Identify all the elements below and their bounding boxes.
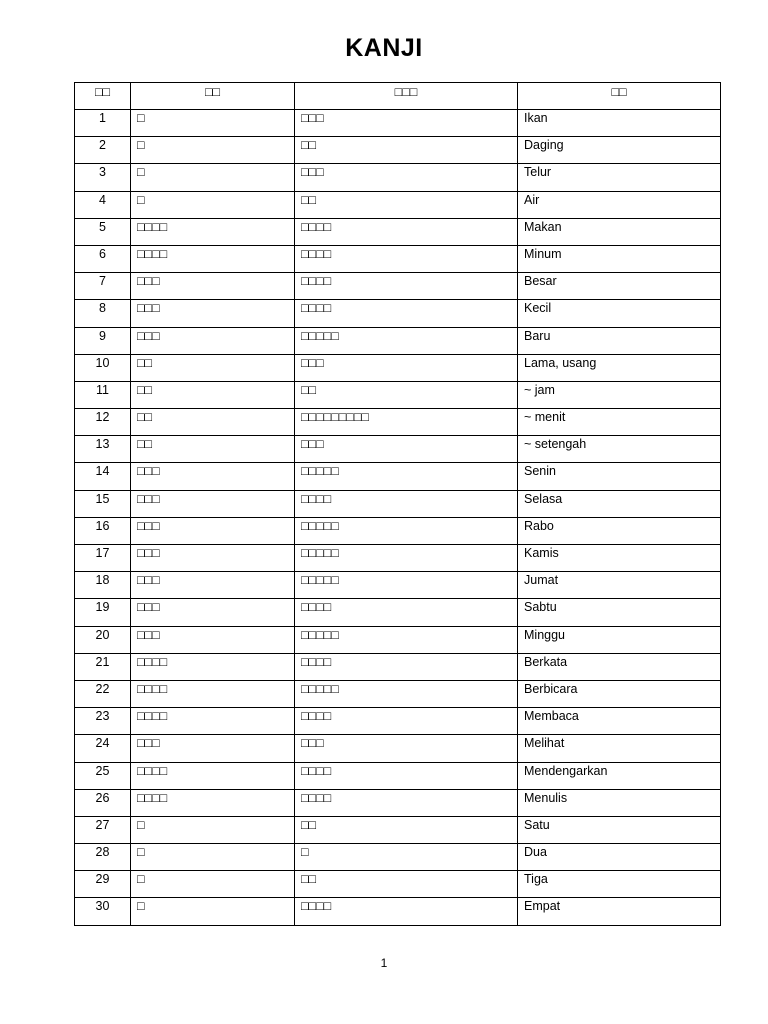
cell-meaning: Air (518, 191, 721, 218)
cell-number: 26 (75, 789, 131, 816)
cell-meaning: Sabtu (518, 599, 721, 626)
cell-number: 11 (75, 381, 131, 408)
table-row (75, 354, 721, 381)
cell-kanji: □ (131, 110, 295, 137)
table-row (75, 463, 721, 490)
cell-kanji: □□□□ (131, 653, 295, 680)
cell-kanji: □□□ (131, 599, 295, 626)
cell-reading: □□ (295, 871, 518, 898)
cell-number: 29 (75, 871, 131, 898)
cell-reading: □□□□ (295, 708, 518, 735)
cell-kanji: □ (131, 898, 295, 925)
table-row (75, 653, 721, 680)
cell-meaning: Minum (518, 245, 721, 272)
cell-reading: □□□□ (295, 218, 518, 245)
cell-number: 7 (75, 273, 131, 300)
cell-meaning: ~ menit (518, 409, 721, 436)
cell-reading: □□ (295, 381, 518, 408)
cell-kanji: □□□ (131, 327, 295, 354)
cell-kanji: □□□□ (131, 680, 295, 707)
cell-meaning: Melihat (518, 735, 721, 762)
cell-number: 10 (75, 354, 131, 381)
cell-meaning: Berkata (518, 653, 721, 680)
table-row (75, 137, 721, 164)
cell-kanji: □□□ (131, 300, 295, 327)
cell-meaning: Empat (518, 898, 721, 925)
cell-number: 8 (75, 300, 131, 327)
cell-number: 6 (75, 245, 131, 272)
cell-kanji: □□□□ (131, 762, 295, 789)
cell-reading: □□□□ (295, 789, 518, 816)
cell-reading: □□□□ (295, 245, 518, 272)
cell-kanji: □ (131, 871, 295, 898)
cell-kanji: □□□□ (131, 245, 295, 272)
cell-reading: □□□□□□□□□ (295, 409, 518, 436)
cell-kanji: □ (131, 191, 295, 218)
table-row (75, 680, 721, 707)
table-header-row (75, 83, 721, 110)
cell-reading: □□□□□ (295, 517, 518, 544)
cell-kanji: □□□ (131, 490, 295, 517)
cell-reading: □□□□□ (295, 626, 518, 653)
cell-reading: □□□□□ (295, 545, 518, 572)
cell-number: 16 (75, 517, 131, 544)
kanji-vocabulary-table (74, 82, 721, 926)
table-body (75, 110, 721, 926)
cell-number: 4 (75, 191, 131, 218)
table-row (75, 490, 721, 517)
cell-number: 30 (75, 898, 131, 925)
table-row (75, 545, 721, 572)
cell-number: 1 (75, 110, 131, 137)
cell-reading: □□□ (295, 354, 518, 381)
table-row (75, 191, 721, 218)
table-row (75, 789, 721, 816)
cell-reading: □□□□ (295, 300, 518, 327)
table-row (75, 572, 721, 599)
cell-kanji: □□□ (131, 463, 295, 490)
cell-meaning: Makan (518, 218, 721, 245)
cell-kanji: □□ (131, 436, 295, 463)
cell-meaning: Satu (518, 816, 721, 843)
cell-meaning: Mendengarkan (518, 762, 721, 789)
table-row (75, 164, 721, 191)
cell-number: 17 (75, 545, 131, 572)
cell-number: 20 (75, 626, 131, 653)
cell-kanji: □□□ (131, 545, 295, 572)
cell-kanji: □□□ (131, 517, 295, 544)
table-row (75, 300, 721, 327)
table-row (75, 844, 721, 871)
table-row (75, 599, 721, 626)
cell-meaning: Selasa (518, 490, 721, 517)
cell-reading: □□□□ (295, 599, 518, 626)
header-reading: □□□ (295, 83, 518, 110)
cell-kanji: □□ (131, 381, 295, 408)
header-kanji: □□ (131, 83, 295, 110)
table-row (75, 735, 721, 762)
cell-reading: □□□ (295, 735, 518, 762)
cell-kanji: □□□ (131, 572, 295, 599)
cell-meaning: Tiga (518, 871, 721, 898)
table-row (75, 245, 721, 272)
cell-kanji: □ (131, 137, 295, 164)
cell-reading: □□□□ (295, 490, 518, 517)
table-row (75, 273, 721, 300)
cell-meaning: Jumat (518, 572, 721, 599)
cell-reading: □□□□□ (295, 327, 518, 354)
cell-kanji: □□ (131, 354, 295, 381)
cell-kanji: □□□ (131, 735, 295, 762)
cell-reading: □□□□ (295, 273, 518, 300)
cell-number: 3 (75, 164, 131, 191)
cell-meaning: Daging (518, 137, 721, 164)
cell-number: 23 (75, 708, 131, 735)
cell-reading: □□□□ (295, 762, 518, 789)
cell-number: 2 (75, 137, 131, 164)
cell-kanji: □□□□ (131, 708, 295, 735)
cell-number: 24 (75, 735, 131, 762)
cell-number: 21 (75, 653, 131, 680)
cell-reading: □ (295, 844, 518, 871)
cell-meaning: Ikan (518, 110, 721, 137)
cell-kanji: □□□□ (131, 218, 295, 245)
cell-number: 25 (75, 762, 131, 789)
cell-kanji: □□□ (131, 273, 295, 300)
table-row (75, 327, 721, 354)
cell-reading: □□□ (295, 436, 518, 463)
cell-meaning: Telur (518, 164, 721, 191)
cell-reading: □□□□□ (295, 463, 518, 490)
cell-number: 22 (75, 680, 131, 707)
cell-number: 13 (75, 436, 131, 463)
cell-number: 19 (75, 599, 131, 626)
cell-meaning: Kamis (518, 545, 721, 572)
cell-meaning: Baru (518, 327, 721, 354)
table-row (75, 110, 721, 137)
cell-number: 9 (75, 327, 131, 354)
cell-number: 18 (75, 572, 131, 599)
table-row (75, 708, 721, 735)
cell-meaning: Besar (518, 273, 721, 300)
table-row (75, 409, 721, 436)
table-row (75, 517, 721, 544)
cell-number: 28 (75, 844, 131, 871)
table-row (75, 381, 721, 408)
cell-reading: □□□ (295, 110, 518, 137)
cell-reading: □□□□ (295, 653, 518, 680)
cell-meaning: Minggu (518, 626, 721, 653)
cell-meaning: Kecil (518, 300, 721, 327)
cell-reading: □□ (295, 137, 518, 164)
document-title: KANJI (345, 34, 423, 62)
cell-meaning: ~ setengah (518, 436, 721, 463)
table-row (75, 816, 721, 843)
cell-meaning: Membaca (518, 708, 721, 735)
cell-number: 5 (75, 218, 131, 245)
table-row (75, 762, 721, 789)
cell-kanji: □□ (131, 409, 295, 436)
header-number: □□ (75, 83, 131, 110)
cell-meaning: Lama, usang (518, 354, 721, 381)
cell-kanji: □□□ (131, 626, 295, 653)
table-row (75, 626, 721, 653)
cell-kanji: □ (131, 164, 295, 191)
cell-reading: □□□□ (295, 898, 518, 925)
table-row (75, 871, 721, 898)
cell-number: 12 (75, 409, 131, 436)
cell-reading: □□ (295, 816, 518, 843)
table-row (75, 436, 721, 463)
cell-number: 15 (75, 490, 131, 517)
cell-reading: □□ (295, 191, 518, 218)
cell-kanji: □ (131, 844, 295, 871)
cell-kanji: □□□□ (131, 789, 295, 816)
cell-meaning: Menulis (518, 789, 721, 816)
cell-kanji: □ (131, 816, 295, 843)
cell-reading: □□□□□ (295, 680, 518, 707)
cell-reading: □□□□□ (295, 572, 518, 599)
table-row (75, 898, 721, 925)
cell-number: 27 (75, 816, 131, 843)
cell-meaning: ~ jam (518, 381, 721, 408)
cell-meaning: Berbicara (518, 680, 721, 707)
cell-reading: □□□ (295, 164, 518, 191)
header-meaning: □□ (518, 83, 721, 110)
cell-meaning: Dua (518, 844, 721, 871)
page-number: 1 (380, 956, 388, 970)
table-row (75, 218, 721, 245)
cell-number: 14 (75, 463, 131, 490)
cell-meaning: Rabo (518, 517, 721, 544)
cell-meaning: Senin (518, 463, 721, 490)
